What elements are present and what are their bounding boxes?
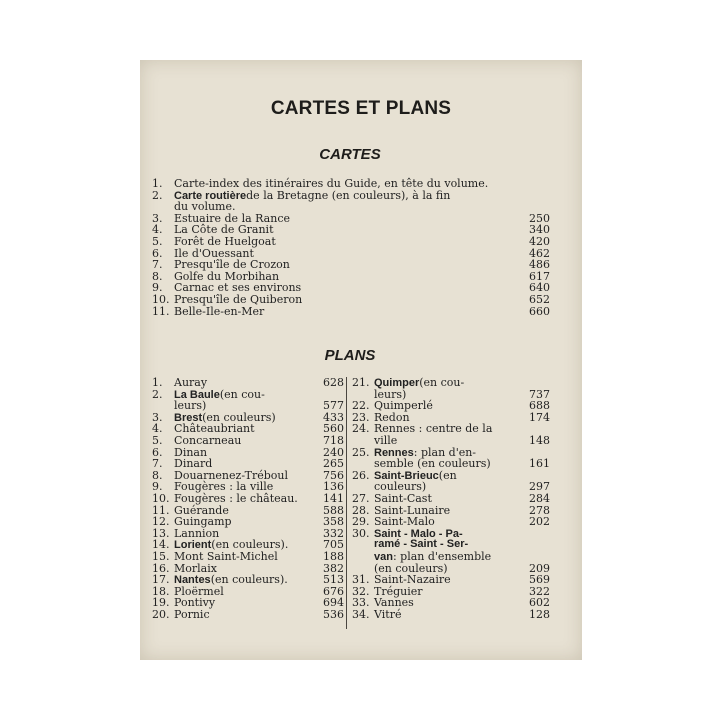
plans-heading: PLANS: [324, 347, 376, 364]
entry-label: Concarneau: [174, 433, 242, 447]
entry-label: Dinan: [174, 445, 208, 459]
page-number: 660: [529, 304, 550, 318]
plan-entry: [152, 609, 344, 621]
page-number: 382: [323, 561, 344, 575]
page-number: 617: [529, 269, 550, 283]
entry-label: Pontivy: [174, 596, 216, 610]
entry-label: leurs): [374, 387, 407, 401]
entry-number: 1.: [152, 376, 163, 389]
entry-number: 8.: [152, 468, 163, 482]
page-number: 640: [529, 281, 550, 295]
entry-number: 1.: [152, 177, 163, 190]
page-number: 161: [529, 457, 550, 471]
page-number: 322: [529, 584, 550, 598]
cartes-list: [152, 178, 550, 317]
plan-entry: [352, 493, 550, 505]
page-number: 174: [529, 410, 550, 424]
entry-number: 6.: [152, 246, 163, 260]
plan-entry: [152, 516, 344, 528]
entry-label: Quimper: [374, 377, 420, 389]
entry-label: van: [374, 550, 393, 563]
entry-label: Rennes : centre de la: [374, 422, 493, 436]
entry-number: 12.: [152, 515, 170, 529]
entry-label: Quimperlé: [374, 399, 433, 413]
carte-entry: [152, 178, 550, 190]
entry-label: (en cou-: [219, 387, 265, 401]
entry-number: 5.: [152, 433, 163, 447]
entry-label: (en: [438, 468, 457, 482]
cartes-heading: CARTES: [319, 146, 381, 163]
entry-label: ville: [374, 433, 398, 447]
plan-entry: [352, 435, 550, 447]
entry-label: La Côte de Granit: [174, 223, 274, 237]
entry-label: de la Bretagne (en couleurs), à la fin: [246, 188, 451, 202]
page-number: 737: [529, 387, 550, 401]
plan-entry: [152, 435, 344, 447]
column-divider: [346, 377, 347, 629]
entry-label: Carte-index des itinéraires du Guide, en tête du volume.: [174, 177, 489, 190]
carte-entry: [152, 236, 550, 248]
plan-entry: [152, 458, 344, 470]
carte-entry: [152, 294, 550, 306]
page-number: 462: [529, 246, 550, 260]
entry-label: Saint-Lunaire: [374, 503, 451, 517]
page-number: 340: [529, 223, 550, 237]
plan-entry: [152, 574, 344, 586]
entry-label: Guérande: [174, 503, 229, 517]
entry-label: Saint - Malo - Pa-: [374, 527, 463, 540]
entry-label: Redon: [374, 410, 410, 424]
entry-number: 21.: [352, 376, 370, 389]
page-number: 433: [323, 410, 344, 424]
plans-right-column: [352, 377, 550, 620]
page-number: 756: [323, 468, 344, 482]
entry-label: Fougères : le château.: [174, 491, 298, 505]
entry-label: (en cou-: [419, 376, 465, 389]
page-number: 278: [529, 503, 550, 517]
page-number: 577: [323, 399, 344, 413]
page-number: 202: [529, 515, 550, 529]
entry-number: 11.: [152, 304, 170, 318]
entry-label: Vannes: [374, 596, 414, 610]
entry-label: Auray: [174, 376, 208, 389]
page-number: 136: [323, 480, 344, 494]
plan-entry: [152, 551, 344, 563]
entry-label: Forêt de Huelgoat: [174, 234, 276, 248]
entry-number: 26.: [352, 468, 370, 482]
entry-number: 10.: [152, 491, 170, 505]
entry-label: Presqu'île de Crozon: [174, 258, 290, 272]
entry-number: 22.: [352, 399, 370, 413]
entry-number: 10.: [152, 292, 170, 306]
entry-label: ramé - Saint - Ser-: [374, 538, 469, 551]
entry-label: Presqu'île de Quiberon: [174, 292, 303, 306]
page-number: 694: [323, 596, 344, 610]
entry-number: 17.: [152, 573, 170, 587]
page-number: 250: [529, 211, 550, 225]
entry-number: 15.: [152, 549, 170, 563]
plan-entry: [352, 516, 550, 528]
entry-number: 28.: [352, 503, 370, 517]
entry-number: 20.: [152, 607, 170, 621]
page-number: 284: [529, 491, 550, 505]
plans-left-column: [152, 377, 344, 620]
entry-number: 6.: [152, 445, 163, 459]
entry-number: 31.: [352, 573, 370, 587]
entry-number: 2.: [152, 387, 163, 401]
entry-label: couleurs): [374, 480, 427, 494]
entry-number: 8.: [152, 269, 163, 283]
entry-label: Carnac et ses environs: [174, 281, 302, 295]
plan-entry: [352, 458, 550, 470]
entry-label: leurs): [174, 399, 207, 413]
entry-number: 32.: [352, 584, 370, 598]
page-number: 240: [323, 445, 344, 459]
entry-number: 27.: [352, 491, 370, 505]
entry-label: (en couleurs): [202, 410, 276, 424]
entry-label: Fougères : la ville: [174, 480, 274, 494]
entry-label: Lannion: [174, 526, 220, 540]
entry-label: Vitré: [374, 607, 402, 621]
entry-number: 7.: [152, 258, 163, 272]
entry-label: Dinard: [174, 457, 213, 471]
entry-number: 4.: [152, 223, 163, 237]
page-number: 128: [529, 607, 550, 621]
entry-label: Guingamp: [174, 515, 232, 529]
plan-entry: [352, 551, 550, 563]
entry-number: 13.: [152, 526, 170, 540]
page-number: 486: [529, 258, 550, 272]
page-number: 265: [323, 457, 344, 471]
entry-number: 29.: [352, 515, 370, 529]
page-number: 628: [323, 376, 344, 389]
entry-label: Saint-Nazaire: [374, 573, 451, 587]
page-number: 141: [323, 491, 344, 505]
entry-label: Lorient: [174, 539, 212, 552]
entry-label: : plan d'ensemble: [392, 549, 492, 563]
entry-number: 25.: [352, 445, 370, 459]
entry-number: 2.: [152, 188, 163, 202]
entry-number: 18.: [152, 584, 170, 598]
entry-number: 19.: [152, 596, 170, 610]
entry-number: 4.: [152, 422, 163, 436]
entry-label: Ploërmel: [174, 584, 224, 598]
page-number: 652: [529, 292, 550, 306]
page-number: 705: [323, 538, 344, 552]
entry-label: semble (en couleurs): [374, 457, 491, 471]
entry-label: Golfe du Morbihan: [174, 269, 280, 283]
plan-entry: [152, 377, 344, 389]
entry-label: Rennes: [374, 446, 414, 459]
entry-number: 3.: [152, 410, 163, 424]
page-number: 602: [529, 596, 550, 610]
plan-entry: [352, 377, 550, 389]
entry-number: 34.: [352, 607, 370, 621]
entry-label: Carte routière: [174, 189, 247, 202]
entry-label: Saint-Cast: [374, 491, 432, 505]
page-number: 209: [529, 561, 550, 575]
carte-entry: [152, 306, 550, 318]
entry-label: Douarnenez-Tréboul: [174, 468, 289, 482]
page-number: 148: [529, 433, 550, 447]
entry-label: : plan d'en-: [413, 445, 477, 459]
entry-label: Morlaix: [174, 561, 217, 575]
plan-entry: [352, 574, 550, 586]
page-number: 420: [529, 234, 550, 248]
entry-label: (en couleurs).: [211, 538, 289, 552]
page-number: 676: [323, 584, 344, 598]
page-number: 560: [323, 422, 344, 436]
entry-label: Nantes: [174, 574, 211, 587]
entry-label: Tréguier: [374, 584, 423, 598]
entry-label: Mont Saint-Michel: [174, 549, 278, 563]
entry-label: Saint-Brieuc: [374, 469, 439, 482]
entry-label: (en couleurs): [374, 561, 448, 575]
entry-label: Brest: [174, 411, 203, 424]
page-number: 358: [323, 515, 344, 529]
entry-label: du volume.: [174, 200, 236, 214]
entry-number: 16.: [152, 561, 170, 575]
entry-number: 33.: [352, 596, 370, 610]
page-title: CARTES ET PLANS: [270, 98, 452, 119]
entry-number: 14.: [152, 538, 170, 552]
entry-number: 9.: [152, 281, 163, 295]
page-number: 332: [323, 526, 344, 540]
page-number: 718: [323, 433, 344, 447]
carte-entry: [152, 259, 550, 271]
entry-label: La Baule: [174, 388, 220, 401]
entry-number: 3.: [152, 211, 163, 225]
entry-label: Ile d'Ouessant: [174, 246, 254, 260]
entry-label: Châteaubriant: [174, 422, 255, 436]
page-number: 688: [529, 399, 550, 413]
entry-label: Belle-Ile-en-Mer: [174, 304, 265, 318]
entry-number: 11.: [152, 503, 170, 517]
page-number: 569: [529, 573, 550, 587]
entry-number: 9.: [152, 480, 163, 494]
entry-number: 30.: [352, 526, 370, 540]
entry-label: Saint-Malo: [374, 515, 435, 529]
page-number: 536: [323, 607, 344, 621]
entry-number: 7.: [152, 457, 163, 471]
entry-number: 5.: [152, 234, 163, 248]
plan-entry: [152, 493, 344, 505]
entry-number: 24.: [352, 422, 370, 436]
page-number: 297: [529, 480, 550, 494]
entry-label: Pornic: [174, 607, 210, 621]
page-number: 588: [323, 503, 344, 517]
book-page: [140, 60, 582, 660]
page-number: 513: [323, 573, 344, 587]
entry-number: 23.: [352, 410, 370, 424]
entry-label: Estuaire de la Rance: [174, 211, 290, 225]
page-number: 188: [323, 549, 344, 563]
plan-entry: [352, 609, 550, 621]
entry-label: (en couleurs).: [210, 573, 288, 587]
